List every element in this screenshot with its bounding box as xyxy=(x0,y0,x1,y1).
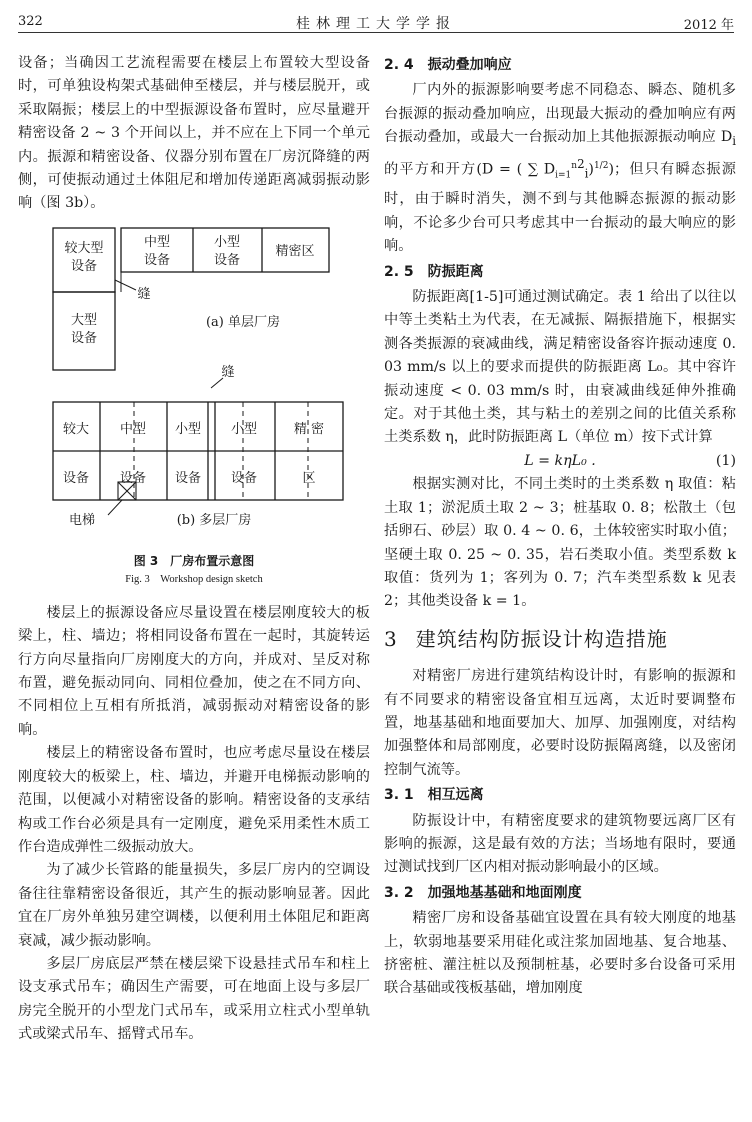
right-column xyxy=(384,52,736,1001)
caption-a: (a) 单层厂房 xyxy=(205,314,281,330)
equation-1 xyxy=(384,450,736,473)
paragraph: 防振设计中，有精密度要求的建筑物要远离厂区有影响的振源，这是最有效的方法；当场地有限时，要通过测试找到厂区内相对振动影响最小的区域。 xyxy=(384,812,736,876)
label-large-2: 设备 xyxy=(70,330,98,346)
b-row2-cell: 设备 xyxy=(230,470,258,486)
paragraph-vibration-superposition: 厂内外的振源影响要考虑不同稳态、瞬态、随机多台振源的振动叠加响应，出现最大振动的叠加响应有两台振动叠加，或最大一台振动加上其他振源振动响应 $D_i$ 的平方和开方(D = ( ∑ $D_{i=1}^{n2}_i)^{1/2}$)；但只有瞬态振源时，由于瞬时消失，测不到与其他瞬态振源的振动影响，不论多少台可只考虑其中一台振动的最大响应的影响。 xyxy=(384,82,736,255)
paragraph: 防振距离[1-5]可通过测试确定。表 1 给出了以往以中等土类粘土为代表，在无减振、隔振措施下，根据实测各类振源的衰减曲线，满足精密设备容许振动速度 0. 03 mm/s 以上的要求而提供的防振距离 L₀。其中容许振动速度 < 0. 03 mm/s 时，由衰减曲线延伸外推确定。对于其他土类，其与粘土的差别之间的比值关系称土类系数 η，此时防振距离 L（单位 m）按下式计算 xyxy=(384,289,736,446)
section-heading: 2. 5 防振距离 xyxy=(384,263,484,280)
multi-storey-plan xyxy=(53,378,343,515)
exponent: 1/2 xyxy=(593,161,609,172)
label-precision: 精密区 xyxy=(275,243,315,259)
section-heading: 2. 4 振动叠加响应 xyxy=(384,57,512,73)
page-number: 322 xyxy=(18,14,43,29)
b-row2-cell: 设备 xyxy=(174,470,202,486)
text-run: ) xyxy=(588,162,594,179)
text-run: 的平方和开方(D = ( ∑ D xyxy=(384,162,556,179)
journal-title: 桂林理工大学学报 xyxy=(296,16,456,32)
text-run: 厂内外的振源影响要考虑不同稳态、瞬态、随机多台振源的振动叠加响应，出现最大振动的叠加响应有两台振动叠加，或最大一台振动加上其他振源振动响应 D xyxy=(384,82,736,146)
b-row2-cell: 设备 xyxy=(62,470,90,486)
b-row2-cell: 区 xyxy=(302,470,316,486)
figure-caption-cn: 图 3 厂房布置示意图 xyxy=(133,553,255,568)
label-large-1: 大型 xyxy=(70,312,98,328)
label-small-2: 设备 xyxy=(213,252,241,268)
b-row2-cell: 设备 xyxy=(119,470,147,486)
equation-number: (1) xyxy=(715,452,736,469)
label-medium-2: 设备 xyxy=(143,252,171,268)
chapter-title: 建筑结构防振设计构造措施 xyxy=(415,626,668,651)
publication-year: 2012 年 xyxy=(683,18,734,33)
text-run: ；但只有瞬态振源时，由于瞬时消失，测不到与其他瞬态振源的振动影响，不论多少台可只考虑其中一台振动的最大响应的影响。 xyxy=(384,162,736,255)
paragraph: 楼层上的精密设备布置时，也应考虑尽量设在楼层刚度较大的板梁上，柱、墙边，并避开电梯振动影响的范围，以便减小对精密设备的影响。精密设备的支承结构或工作台必须是具有一定刚度，避免采用柔性木质工作台造成弹性二级振动放大。 xyxy=(18,745,370,855)
label-small-1: 小型 xyxy=(213,234,241,250)
sum-upper: n xyxy=(571,161,578,172)
chapter-heading xyxy=(384,628,736,651)
b-row1-cell: 小型 xyxy=(174,421,202,437)
paragraph: 多层厂房底层严禁在楼层梁下设悬挂式吊车和柱上设支承式吊车；确因生产需要，可在地面上设与多层厂房完全脱开的小型龙门式吊车，或采用立柱式小型单轨式或梁式吊车、摇臂式吊车。 xyxy=(18,955,370,1043)
b-row1-cell: 小型 xyxy=(230,421,258,437)
paragraph: 精密厂房和设备基础宜设置在具有较大刚度的地基上，软弱地基要采用硅化或注浆加固地基、复合地基、挤密桩、灌注桩以及预制桩基，必要时多台设备可采用联合基础或筏板基础，增加刚度 xyxy=(384,910,736,997)
sum-limits: i=1 xyxy=(555,171,572,182)
paragraph: 楼层上的振源设备应尽量设置在楼层刚度较大的板梁上，柱、墙边；将相同设备布置在一起时，其旋转运行方向尽量指向厂房刚度大的方向，并成对、呈反对称布置，避免振动同向、同相位叠加，使之在不同方向、不同相位上互相有所抵消，减弱振动对精密设备的影响。 xyxy=(18,604,370,738)
figure-3 xyxy=(18,220,370,592)
label-large-equipment-1: 较大型 xyxy=(64,240,104,256)
label-seam-b: 缝 xyxy=(221,364,235,380)
seam-pointer xyxy=(115,280,136,290)
b-row1-cell: 中型 xyxy=(119,421,147,437)
section-heading: 3. 2 加强地基基础和地面刚度 xyxy=(384,884,582,901)
running-header xyxy=(18,10,734,33)
left-column xyxy=(18,52,370,1047)
label-medium-1: 中型 xyxy=(143,234,171,250)
equation-text: L = kηL₀ . xyxy=(524,452,596,469)
section-heading: 3. 1 相互远离 xyxy=(384,787,484,804)
subscript: i xyxy=(732,134,736,149)
paragraph: 根据实测对比，不同土类时的土类系数 η 取值：粘土取 1；淤泥质土取 2 ~ 3；桩基取 0. 8；松散土（包括卵石、砂层）取 0. 4 ~ 0. 6，土体较密实时取小值；坚硬土取 0. 25 ~ 0. 35，岩石类取小值。类型系数 k 取值：货列为 1；客列为 0. 7；汽车类型系数 k 见表 2；其他类设备 k = 1。 xyxy=(384,476,736,610)
workshop-layout-diagram xyxy=(18,220,370,550)
label-elevator: 电梯 xyxy=(68,512,96,528)
chapter-number: 3 xyxy=(384,626,398,651)
elevator-pointer xyxy=(108,500,122,515)
label-large-equipment-2: 设备 xyxy=(70,258,98,274)
paragraph: 对精密厂房进行建筑结构设计时，有影响的振源和有不同要求的精密设备宜相互远离，太近时要调整布置，地基基础和地面要加大、加厚、加强刚度，对结构加强整体和局部刚度，必要时设防振隔离缝，以及密闭控制气流等。 xyxy=(384,668,736,778)
label-seam-a: 缝 xyxy=(137,286,151,302)
caption-b: (b) 多层厂房 xyxy=(176,512,252,528)
paragraph: 为了减少长管路的能量损失，多层厂房内的空调设备往往靠精密设备很近，其产生的振动影响显著。因此宜在厂房外单独另建空调楼，以便利用土体阻尼和距离衰减，减少振动影响。 xyxy=(18,862,370,949)
figure-caption-en: Fig. 3 Workshop design sketch xyxy=(125,573,263,585)
paragraph: 设备；当确因工艺流程需要在楼层上布置较大型设备时，可单独设构架式基础伸至楼层，并与楼层脱开，或采取隔振；楼层上的中型振源设备布置时，应尽量避开精密设备 2 ~ 3 个开间以上，并不应在上下同一个单元内。振源和精密设备、仪器分别布置在厂房沉降缝的两侧，可使振动通过土体阻尼和增加传递距离减弱振动影响（图 3b）。 xyxy=(18,55,370,212)
b-row1-cell: 精 密 xyxy=(293,421,325,437)
b-row1-cell: 较大 xyxy=(62,421,90,437)
